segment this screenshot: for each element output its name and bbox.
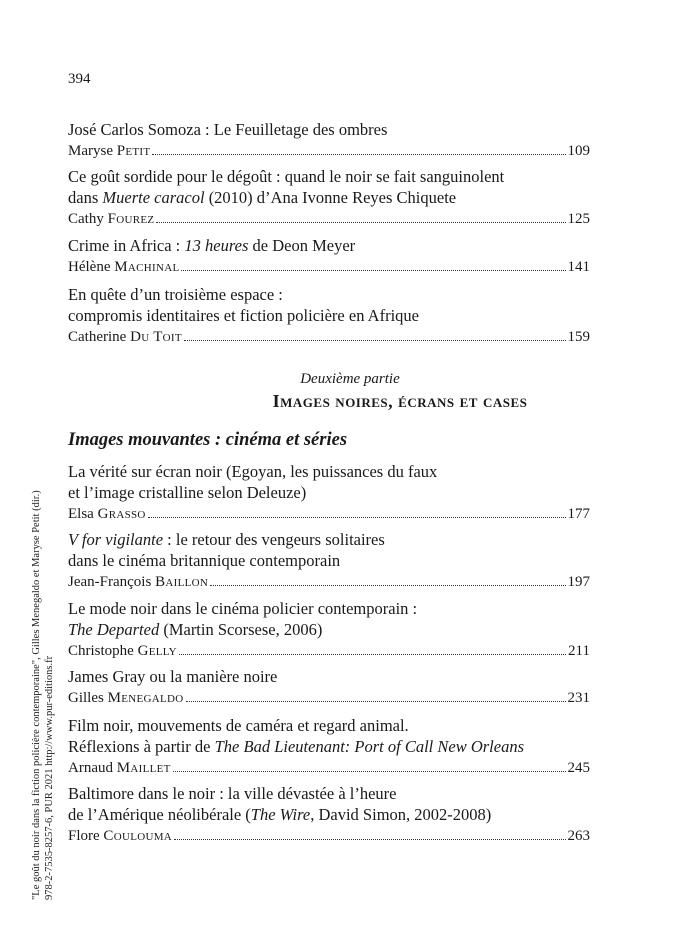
part-label: Deuxième partie [300, 371, 400, 387]
page-ref: 245 [567, 760, 590, 776]
entry-title: José Carlos Somoza : Le Feuilletage des ombres [68, 120, 388, 139]
author-line [68, 504, 590, 524]
dot-leader [186, 700, 566, 702]
dot-leader [173, 770, 566, 772]
page-ref: 141 [567, 259, 590, 275]
entry-title-line2: dans le cinéma britannique contemporain [68, 551, 341, 570]
entry-title-line1: En quête d’un troisième espace : [68, 285, 283, 304]
entry-title-line1: Film noir, mouvements de caméra et regard animal. [68, 716, 409, 735]
toc-entry [68, 783, 590, 846]
entry-title-line2: et l’image cristalline selon Deleuze) [68, 483, 307, 502]
entry-title-line1: Le mode noir dans le cinéma policier contemporain : [68, 599, 418, 618]
toc-entry [68, 284, 590, 347]
author-name: Hélène Machinal [68, 259, 180, 275]
author-line [68, 641, 590, 661]
dot-leader [210, 584, 565, 586]
dot-leader [148, 516, 566, 518]
author-line [68, 758, 590, 778]
author-name: Arnaud Maillet [68, 760, 171, 776]
author-line [68, 572, 590, 592]
page-ref: 109 [567, 143, 590, 159]
toc-entry [68, 235, 590, 277]
page-ref: 231 [567, 690, 590, 706]
part-title: Images noires, écrans et cases [272, 391, 528, 411]
author-name: Cathy Fourez [68, 211, 155, 227]
dot-leader [181, 269, 565, 271]
author-name: Jean-François Baillon [68, 574, 209, 590]
entry-title-line2: dans Muerte caracol (2010) d’Ana Ivonne Reyes Chiquete [68, 188, 457, 207]
page-ref: 197 [567, 574, 590, 590]
author-line [68, 141, 590, 161]
page-number: 394 [68, 71, 91, 87]
entry-title-line2: de l’Amérique néolibérale (The Wire, David Simon, 2002-2008) [68, 805, 492, 824]
entry-title-line2: compromis identitaires et fiction policière en Afrique [68, 306, 419, 325]
page-ref: 263 [567, 828, 590, 844]
author-name: Catherine Du Toit [68, 329, 182, 345]
toc-entry [68, 598, 590, 661]
author-name: Flore Coulouma [68, 828, 173, 844]
page-ref: 125 [567, 211, 590, 227]
toc-entry [68, 715, 590, 778]
author-line [68, 257, 590, 277]
toc-entry [68, 119, 590, 161]
entry-title-line2: Réflexions à partir de The Bad Lieutenant: Port of Call New Orleans [68, 737, 524, 756]
side-citation-line2: 978-2-7535-8257-6, PUR 2021 http://www.pur-editions.fr [44, 655, 55, 900]
entry-title-line1: V for vigilante : le retour des vengeurs solitaires [68, 530, 385, 549]
toc-entry [68, 461, 590, 524]
side-citation-line1: "Le goût du noir dans la fiction policière contemporaine", Gilles Menegaldo et Maryse Petit (dir.) [31, 490, 42, 900]
entry-title: James Gray ou la manière noire [68, 667, 278, 686]
author-name: Christophe Gelly [68, 643, 177, 659]
author-name: Gilles Menegaldo [68, 690, 184, 706]
dot-leader [156, 221, 565, 223]
author-name: Elsa Grasso [68, 506, 146, 522]
dot-leader [184, 339, 566, 341]
toc-entry [68, 529, 590, 592]
entry-title-line2: The Departed (Martin Scorsese, 2006) [68, 620, 323, 639]
author-line [68, 688, 590, 708]
entry-title-line1: Ce goût sordide pour le dégoût : quand le noir se fait sanguinolent [68, 167, 505, 186]
author-line [68, 826, 590, 846]
dot-leader [152, 153, 565, 155]
page-ref: 177 [567, 506, 590, 522]
dot-leader [179, 653, 566, 655]
entry-title: Crime in Africa : 13 heures de Deon Meyer [68, 236, 356, 255]
entry-title-line1: Baltimore dans le noir : la ville dévastée à l’heure [68, 784, 397, 803]
page-ref: 211 [568, 643, 590, 659]
toc-entry [68, 666, 590, 708]
section-heading: Images mouvantes : cinéma et séries [68, 430, 348, 450]
toc-entry [68, 166, 590, 229]
page-ref: 159 [567, 329, 590, 345]
entry-title-line1: La vérité sur écran noir (Egoyan, les puissances du faux [68, 462, 438, 481]
author-name: Maryse Petit [68, 143, 151, 159]
author-line [68, 209, 590, 229]
side-citation [30, 490, 56, 900]
author-line [68, 327, 590, 347]
dot-leader [174, 838, 565, 840]
